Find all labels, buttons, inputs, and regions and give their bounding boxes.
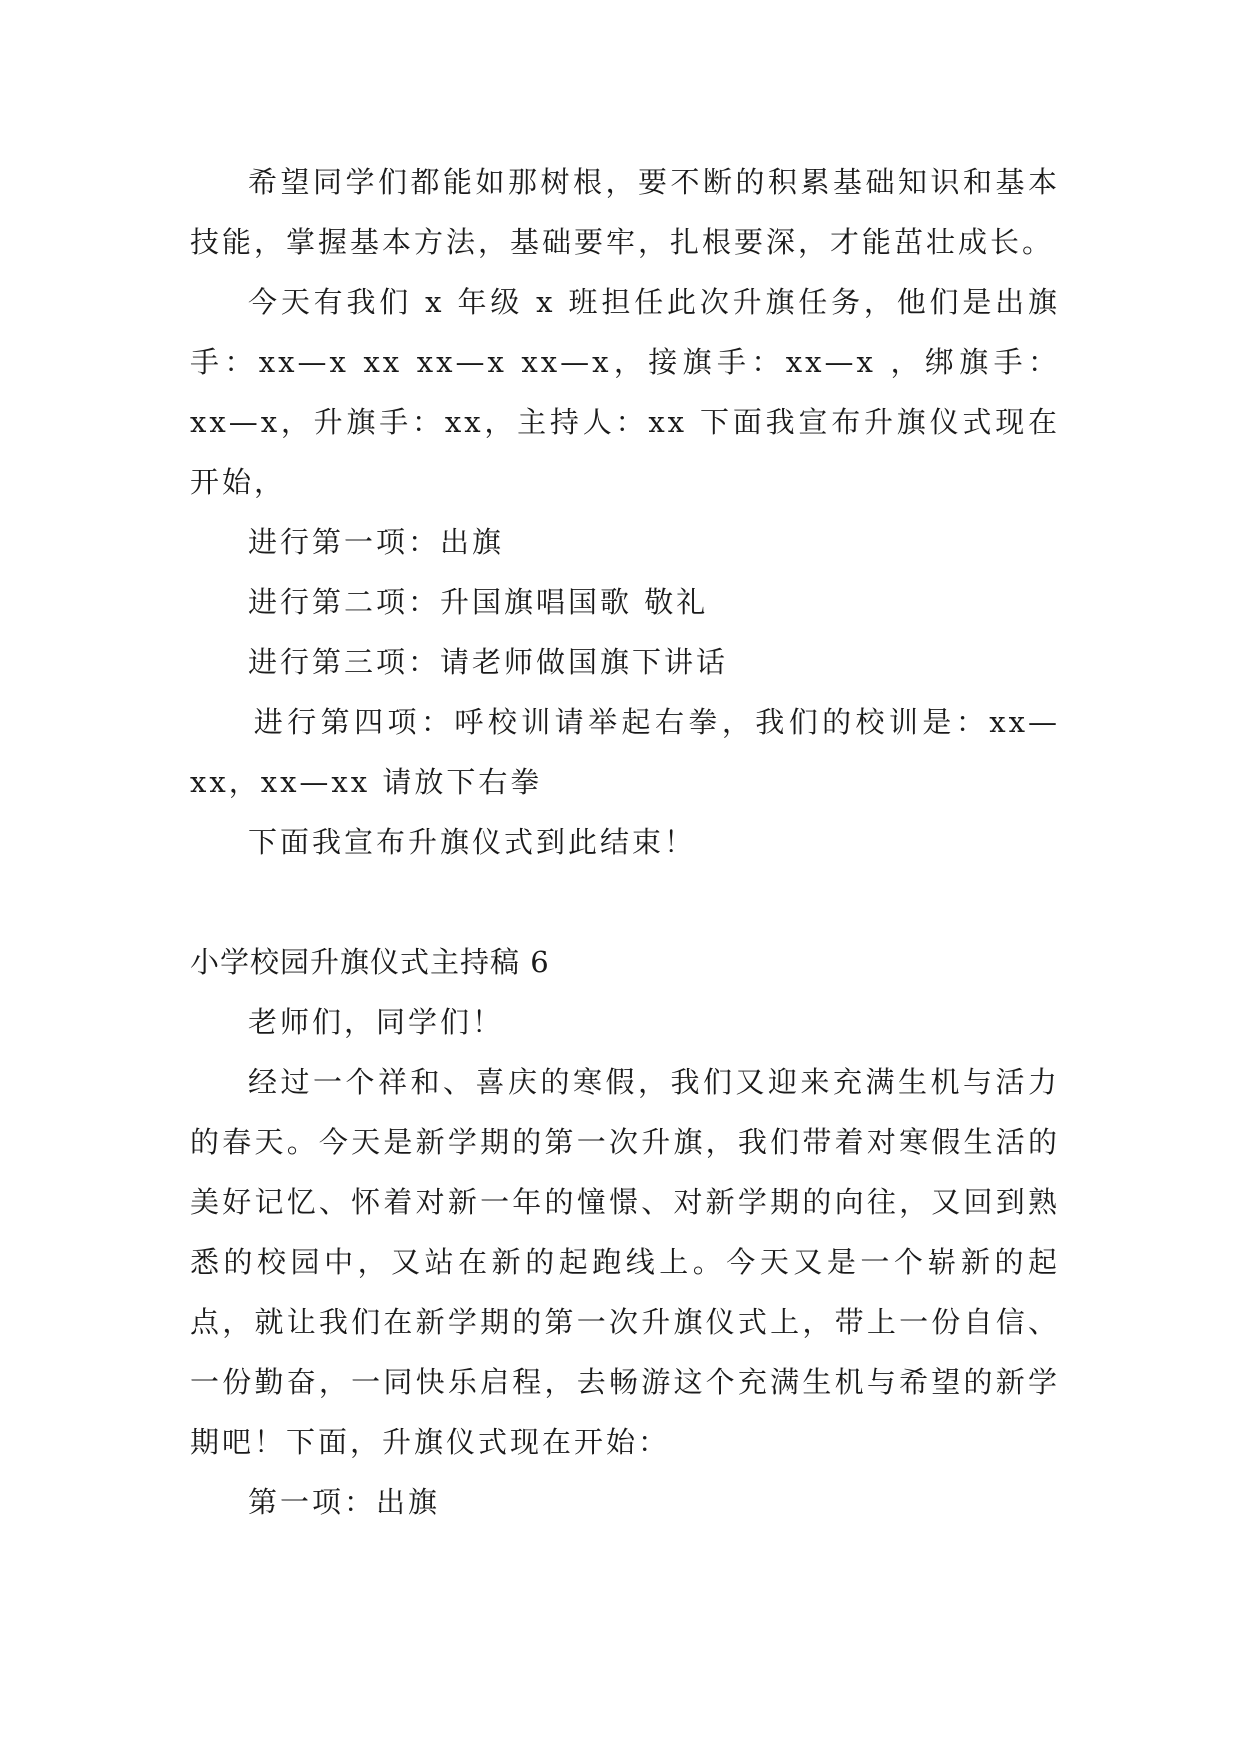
paragraph-roots: 希望同学们都能如那树根，要不断的积累基础知识和基本技能，掌握基本方法，基础要牢，扎根要深，才能茁壮成长。 (190, 165, 1060, 259)
paragraph-step-1: 进行第一项：出旗 (248, 525, 505, 559)
paragraph-closing: 下面我宣布升旗仪式到此结束！ (248, 825, 697, 859)
paragraph-new-semester: 经过一个祥和、喜庆的寒假，我们又迎来充满生机与活力的春天。今天是新学期的第一次升旗，我们带着对寒假生活的美好记忆、怀着对新一年的憧憬、对新学期的向往，又回到熟悉的校园中，又站在新的起跑线上。今天又是一个崭新的起点，就让我们在新学期的第一次升旗仪式上，带上一份自信、一份勤奋，一同快乐启程，去畅游这个充满生机与希望的新学期吧！下面，升旗仪式现在开始： (190, 1065, 1060, 1459)
paragraph-step-2: 进行第二项：升国旗唱国歌 敬礼 (248, 585, 709, 619)
paragraph-first-item: 第一项：出旗 (248, 1485, 441, 1519)
paragraph-step-4: 进行第四项：呼校训请举起右拳，我们的校训是：xx—xx，xx—xx 请放下右拳 (190, 705, 1060, 799)
document-page (190, 152, 1060, 1532)
section-title: 小学校园升旗仪式主持稿 6 (190, 945, 550, 979)
paragraph-greeting: 老师们，同学们！ (248, 1005, 505, 1039)
paragraph-step-3: 进行第三项：请老师做国旗下讲话 (248, 645, 729, 679)
paragraph-flag-team: 今天有我们 x 年级 x 班担任此次升旗任务，他们是出旗手：xx—x xx xx—x xx—x，接旗手：xx—x ，绑旗手：xx—x，升旗手：xx，主持人：xx 下面我宣布升旗仪式现在开始， (190, 285, 1060, 499)
